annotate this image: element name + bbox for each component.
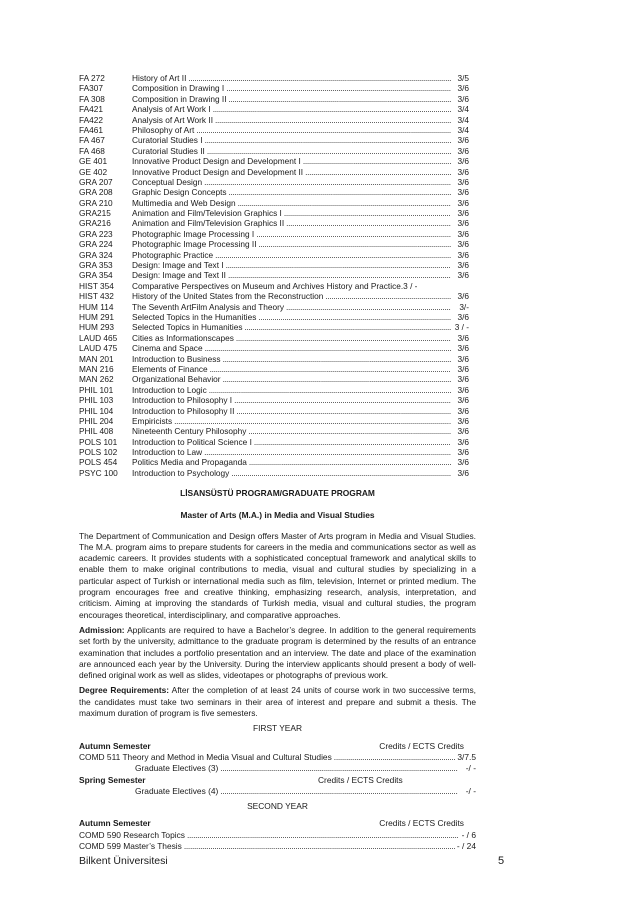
dot-leader <box>207 146 451 156</box>
course-title-cell <box>132 94 453 104</box>
course-title-cell <box>132 115 453 125</box>
course-title: Graduate Electives (4) <box>135 785 219 796</box>
program-title: Master of Arts (M.A.) in Media and Visual Studies <box>180 510 375 521</box>
course-row <box>79 385 469 395</box>
course-code: HUM 291 <box>79 311 115 322</box>
course-title: COMD 511 Theory and Method in Media Visual and Cultural Studies <box>79 751 332 762</box>
dot-leader <box>334 752 456 763</box>
course-title-cell <box>132 239 453 249</box>
course-title: Graduate Electives (3) <box>135 763 219 774</box>
course-credits: - / 24 <box>456 841 476 852</box>
course-credits: 3/7.5 <box>457 751 476 762</box>
course-code: GRA 224 <box>79 239 113 250</box>
course-title: Animation and Film/Television Graphics II <box>132 218 285 229</box>
course-title: Animation and Film/Television Graphics I <box>132 208 282 219</box>
course-row <box>79 146 469 156</box>
course-row <box>79 104 469 114</box>
course-title: Introduction to Logic <box>132 384 207 395</box>
course-credits: 3/6 <box>457 363 469 374</box>
course-title-cell <box>132 104 453 114</box>
dot-leader <box>220 786 458 797</box>
course-row-comd590 <box>79 830 476 841</box>
course-row <box>79 270 469 280</box>
course-code: GE 401 <box>79 156 108 167</box>
course-title: Multimedia and Web Design <box>132 197 236 208</box>
course-credits: 3/6 <box>457 187 469 198</box>
course-title: Empiricists <box>132 415 173 426</box>
course-title-cell <box>132 250 453 260</box>
course-title-cell <box>132 218 453 228</box>
course-row <box>79 177 469 187</box>
dot-leader <box>229 187 451 197</box>
page-number: 5 <box>498 855 505 867</box>
course-code: PHIL 408 <box>79 426 114 437</box>
course-row <box>79 135 469 145</box>
dot-leader <box>226 260 451 270</box>
course-credits: 3/5 <box>457 73 469 83</box>
course-code: GRA 353 <box>79 260 113 271</box>
course-credits: 3/6 <box>457 83 469 94</box>
course-code: POLS 454 <box>79 457 118 468</box>
course-credits: 3/6 <box>457 467 469 478</box>
course-row <box>79 125 469 135</box>
course-title-cell <box>132 208 453 218</box>
course-title-cell <box>132 260 453 270</box>
course-credits: 3/6 <box>457 145 469 156</box>
course-title-cell <box>132 146 453 156</box>
course-code: PHIL 204 <box>79 415 114 426</box>
graduate-heading: LİSANSÜSTÜ PROGRAM/GRADUATE PROGRAM <box>180 488 375 498</box>
course-credits: 3/6 <box>457 384 469 395</box>
dot-leader <box>204 177 451 187</box>
course-title: Composition in Drawing I <box>132 83 225 94</box>
course-row <box>79 374 469 384</box>
course-code: LAUD 475 <box>79 343 118 354</box>
course-credits: 3/6 <box>457 291 469 302</box>
course-code: GRA 210 <box>79 197 113 208</box>
course-row <box>79 208 469 218</box>
course-title: The Seventh ArtFilm Analysis and Theory <box>132 301 285 312</box>
course-credits: 3/6 <box>457 332 469 343</box>
course-row <box>79 239 469 249</box>
course-row <box>79 218 469 228</box>
course-title-cell <box>132 447 453 457</box>
course-credits: 3/6 <box>457 405 469 416</box>
course-credits: 3/6 <box>457 260 469 271</box>
course-list <box>79 73 469 478</box>
course-credits: 3/6 <box>457 239 469 250</box>
dot-leader <box>223 354 451 364</box>
course-title-cell <box>132 374 453 384</box>
course-code: GRA 207 <box>79 176 113 187</box>
course-code: MAN 262 <box>79 374 114 385</box>
course-title: Introduction to Philosophy II <box>132 405 235 416</box>
footer-university: Bilkent Üniversitesi <box>79 855 168 867</box>
admission-paragraph <box>79 625 476 681</box>
dot-leader <box>174 416 451 426</box>
course-row <box>79 94 469 104</box>
dot-leader <box>325 291 451 301</box>
course-credits: 3/6 <box>457 426 469 437</box>
program-intro: The Department of Communication and Design offers Master of Arts program in Media and Visual Studies. The M.A. program aims to prepare students for careers in the media and communications sector as well as academic careers. It provides students with a sophisticated conceptual framework and analytical skills to enable them to make original contributions to media, visual and cultural studies by specializing in a particular aspect of Turkish or international media such as film, television, Internet or printed medium. The program encourages free and creative thinking, emphasizing research, analysis, interpretation, and criticism. Aiming at improving the standards of Turkish media, visual and cultural studies, the program encourages theoretical, interdisciplinary, and comparative approaches. <box>79 530 476 620</box>
course-title-cell <box>132 177 453 187</box>
course-title-cell <box>132 291 453 301</box>
dot-leader <box>187 830 458 841</box>
course-title: Organizational Behavior <box>132 374 221 385</box>
course-title: Analysis of Art Work I <box>132 104 211 115</box>
dot-leader <box>210 364 451 374</box>
course-credits: 3/6 <box>457 353 469 364</box>
course-title-cell <box>132 343 453 353</box>
admission-label: Admission: <box>79 624 125 635</box>
course-row <box>79 187 469 197</box>
credits-header: Credits / ECTS Credits <box>379 818 464 829</box>
course-row <box>79 291 469 301</box>
course-title: Graphic Design Concepts <box>132 187 227 198</box>
course-code: GRA 208 <box>79 187 113 198</box>
course-row <box>79 229 469 239</box>
course-title: Introduction to Psychology <box>132 467 230 478</box>
course-code: PHIL 103 <box>79 395 114 406</box>
course-row <box>79 457 469 467</box>
course-row <box>79 260 469 270</box>
credits-header: Credits / ECTS Credits <box>318 774 403 785</box>
course-title: Conceptual Design <box>132 176 203 187</box>
course-credits: 3/4 <box>457 114 469 125</box>
course-code: POLS 102 <box>79 447 118 458</box>
course-credits: 3/6 <box>457 93 469 104</box>
dot-leader <box>220 763 458 774</box>
dot-leader <box>236 406 451 416</box>
course-code: FA 308 <box>79 93 105 104</box>
dot-leader <box>226 83 451 93</box>
degree-paragraph <box>79 685 476 719</box>
title-spacer: . <box>400 280 404 291</box>
course-credits: 3/6 <box>457 197 469 208</box>
dot-leader <box>205 135 451 145</box>
course-credits: 3/- <box>459 301 469 312</box>
course-code: GRA 324 <box>79 249 113 260</box>
course-code: LAUD 465 <box>79 332 118 343</box>
course-row <box>79 447 469 457</box>
degree-text: After the completion of at least 24 units of course work in two successive terms, the candidates must take two seminars in their area of interest and prepare and submit a thesis. The maximum duration of program is five semesters. <box>79 685 476 719</box>
dot-leader <box>254 437 451 447</box>
course-code: MAN 201 <box>79 353 114 364</box>
course-title: Introduction to Law <box>132 447 203 458</box>
course-title-cell <box>132 229 453 239</box>
course-credits: 3/6 <box>457 228 469 239</box>
course-credits: 3/6 <box>457 447 469 458</box>
course-row <box>79 406 469 416</box>
dot-leader <box>184 841 455 852</box>
dot-leader <box>228 270 451 280</box>
dot-leader <box>234 395 451 405</box>
course-row <box>79 312 469 322</box>
dot-leader <box>258 312 451 322</box>
dot-leader <box>204 447 451 457</box>
dot-leader <box>236 333 451 343</box>
dot-leader <box>196 125 451 135</box>
course-title: Nineteenth Century Philosophy <box>132 426 247 437</box>
course-code: PSYC 100 <box>79 467 118 478</box>
course-credits: 3/6 <box>457 436 469 447</box>
course-title-cell <box>132 457 453 467</box>
course-title-cell <box>132 187 453 197</box>
course-row <box>79 343 469 353</box>
course-row <box>79 322 469 332</box>
course-credits: 3/6 <box>457 415 469 426</box>
autumn-semester-label: Autumn Semester <box>79 740 151 751</box>
admission-text: Applicants are required to have a Bachelor’s degree. In addition to the general requirements set forth by the university, admittance to the graduate program is determined by the results of an entrance examination that includes a portfolio presentation and an interview. The date and place of the examination are announced each year by the University. During the interview applicants should present a body of well-defined original work as well as slides, videotapes or photographs of previous work. <box>79 624 476 681</box>
course-title-cell <box>132 322 453 332</box>
course-code: FA307 <box>79 83 103 94</box>
course-title-cell <box>132 83 453 93</box>
course-title: Design: Image and Text II <box>132 270 226 281</box>
dot-leader <box>229 94 451 104</box>
course-title-cell <box>132 395 453 405</box>
course-title-cell <box>132 437 453 447</box>
course-row <box>79 364 469 374</box>
course-credits: 3 / - <box>403 280 418 291</box>
dot-leader <box>188 73 451 83</box>
dot-leader <box>284 208 451 218</box>
course-credits: 3 / - <box>454 322 469 333</box>
course-title: Photographic Image Processing II <box>132 239 257 250</box>
course-credits: - / 6 <box>461 829 476 840</box>
course-row-graduate-electives-4 <box>79 786 476 797</box>
course-credits: 3/6 <box>457 374 469 385</box>
course-title-cell <box>132 426 453 436</box>
course-title: History of Art II <box>132 73 187 83</box>
course-title-cell <box>132 281 469 291</box>
course-credits: 3/6 <box>457 311 469 322</box>
course-title: Politics Media and Propaganda <box>132 457 247 468</box>
course-row <box>79 437 469 447</box>
course-code: HUM 293 <box>79 322 115 333</box>
dot-leader <box>259 239 451 249</box>
course-title: COMD 590 Research Topics <box>79 829 185 840</box>
course-title: Composition in Drawing II <box>132 93 227 104</box>
dot-leader <box>205 343 451 353</box>
course-row <box>79 302 469 312</box>
course-credits: 3/6 <box>457 176 469 187</box>
course-code: POLS 101 <box>79 436 118 447</box>
dot-leader <box>286 218 451 228</box>
course-row <box>79 83 469 93</box>
course-code: FA461 <box>79 124 103 135</box>
course-row <box>79 250 469 260</box>
course-title: Philosophy of Art <box>132 124 195 135</box>
course-credits: 3/4 <box>457 104 469 115</box>
course-row <box>79 281 469 291</box>
course-code: GRA216 <box>79 218 111 229</box>
course-credits: 3/6 <box>457 249 469 260</box>
course-title-cell <box>132 135 453 145</box>
course-code: GRA215 <box>79 208 111 219</box>
course-title-cell <box>132 333 453 343</box>
course-title: Cinema and Space <box>132 343 203 354</box>
spring-semester-row <box>79 775 476 786</box>
dot-leader <box>286 302 451 312</box>
dot-leader <box>231 468 451 478</box>
course-row <box>79 395 469 405</box>
course-title: Elements of Finance <box>132 363 208 374</box>
autumn-semester-row <box>79 741 476 752</box>
course-title: Introduction to Political Science I <box>132 436 252 447</box>
dot-leader <box>238 198 451 208</box>
course-code: MAN 216 <box>79 363 114 374</box>
course-title-cell <box>132 302 453 312</box>
second-year-heading: SECOND YEAR <box>247 801 308 812</box>
course-row <box>79 416 469 426</box>
course-code: GE 402 <box>79 166 108 177</box>
dot-leader <box>209 385 451 395</box>
course-title-cell <box>132 354 453 364</box>
dot-leader <box>213 104 451 114</box>
course-title: Photographic Image Processing I <box>132 228 255 239</box>
course-title-cell <box>132 364 453 374</box>
dot-leader <box>256 229 451 239</box>
course-row-graduate-electives-3 <box>79 763 476 774</box>
course-title-cell <box>132 416 453 426</box>
course-title-cell <box>132 125 453 135</box>
course-title: Innovative Product Design and Development I <box>132 156 301 167</box>
autumn-semester-label: Autumn Semester <box>79 818 151 829</box>
course-credits: 3/6 <box>457 457 469 468</box>
course-title-cell <box>132 312 453 322</box>
course-credits: 3/6 <box>457 343 469 354</box>
dot-leader <box>245 322 451 332</box>
course-credits: 3/6 <box>457 135 469 146</box>
course-credits: 3/6 <box>457 395 469 406</box>
course-title: Selected Topics in the Humanities <box>132 311 257 322</box>
course-title: Cities as Informationscapes <box>132 332 234 343</box>
course-title-cell <box>132 198 453 208</box>
course-row <box>79 468 469 478</box>
autumn-semester-row-2 <box>79 818 476 829</box>
first-year-heading: FIRST YEAR <box>252 723 303 734</box>
course-code: HIST 354 <box>79 280 114 291</box>
course-credits: 3/6 <box>457 156 469 167</box>
course-title: Selected Topics in Humanities <box>132 322 243 333</box>
course-title: Curatorial Studies I <box>132 135 203 146</box>
course-title-cell <box>132 406 453 416</box>
course-row <box>79 73 469 83</box>
course-code: PHIL 104 <box>79 405 114 416</box>
course-code: HUM 114 <box>79 301 114 312</box>
course-code: GRA 223 <box>79 228 113 239</box>
course-row <box>79 115 469 125</box>
course-title: Introduction to Business <box>132 353 221 364</box>
dot-leader <box>305 167 451 177</box>
course-row <box>79 354 469 364</box>
course-title: Photographic Practice <box>132 249 214 260</box>
course-title: History of the United States from the Reconstruction <box>132 291 324 302</box>
course-title: Analysis of Art Work II <box>132 114 213 125</box>
course-title-cell <box>132 167 453 177</box>
course-credits: 3/6 <box>457 270 469 281</box>
course-title: Introduction to Philosophy I <box>132 395 233 406</box>
degree-label: Degree Requirements: <box>79 685 170 696</box>
course-credits: -/ - <box>465 763 476 774</box>
course-code: FA 272 <box>79 73 105 83</box>
course-row-comd599 <box>79 841 476 852</box>
credits-header: Credits / ECTS Credits <box>379 740 464 751</box>
course-title-cell <box>132 73 453 83</box>
course-code: FA 468 <box>79 145 105 156</box>
course-code: FA421 <box>79 104 103 115</box>
spring-semester-label: Spring Semester <box>79 774 146 785</box>
dot-leader <box>249 457 451 467</box>
course-title-cell <box>132 156 453 166</box>
course-row <box>79 198 469 208</box>
course-credits: 3/4 <box>457 124 469 135</box>
dot-leader <box>248 426 451 436</box>
course-title-cell <box>132 468 453 478</box>
course-title-cell <box>132 385 453 395</box>
course-code: FA 467 <box>79 135 105 146</box>
course-title: COMD 599 Master’s Thesis <box>79 841 182 852</box>
course-title-cell <box>132 270 453 280</box>
dot-leader <box>223 374 451 384</box>
course-code: FA422 <box>79 114 103 125</box>
course-row <box>79 156 469 166</box>
graduate-section <box>79 488 476 852</box>
course-title: Innovative Product Design and Development II <box>132 166 304 177</box>
course-credits: -/ - <box>465 785 476 796</box>
course-title: Curatorial Studies II <box>132 145 205 156</box>
course-title: Comparative Perspectives on Museum and Archives History and Practice <box>132 280 401 291</box>
course-credits: 3/6 <box>457 218 469 229</box>
course-row <box>79 426 469 436</box>
course-row <box>79 333 469 343</box>
course-row <box>79 167 469 177</box>
course-credits: 3/6 <box>457 166 469 177</box>
course-row-comd511 <box>79 752 476 763</box>
course-credits: 3/6 <box>457 208 469 219</box>
dot-leader <box>215 250 451 260</box>
dot-leader <box>303 156 451 166</box>
course-code: PHIL 101 <box>79 384 114 395</box>
course-code: GRA 354 <box>79 270 113 281</box>
course-title: Design: Image and Text I <box>132 260 224 271</box>
course-code: HIST 432 <box>79 291 114 302</box>
dot-leader <box>215 115 451 125</box>
